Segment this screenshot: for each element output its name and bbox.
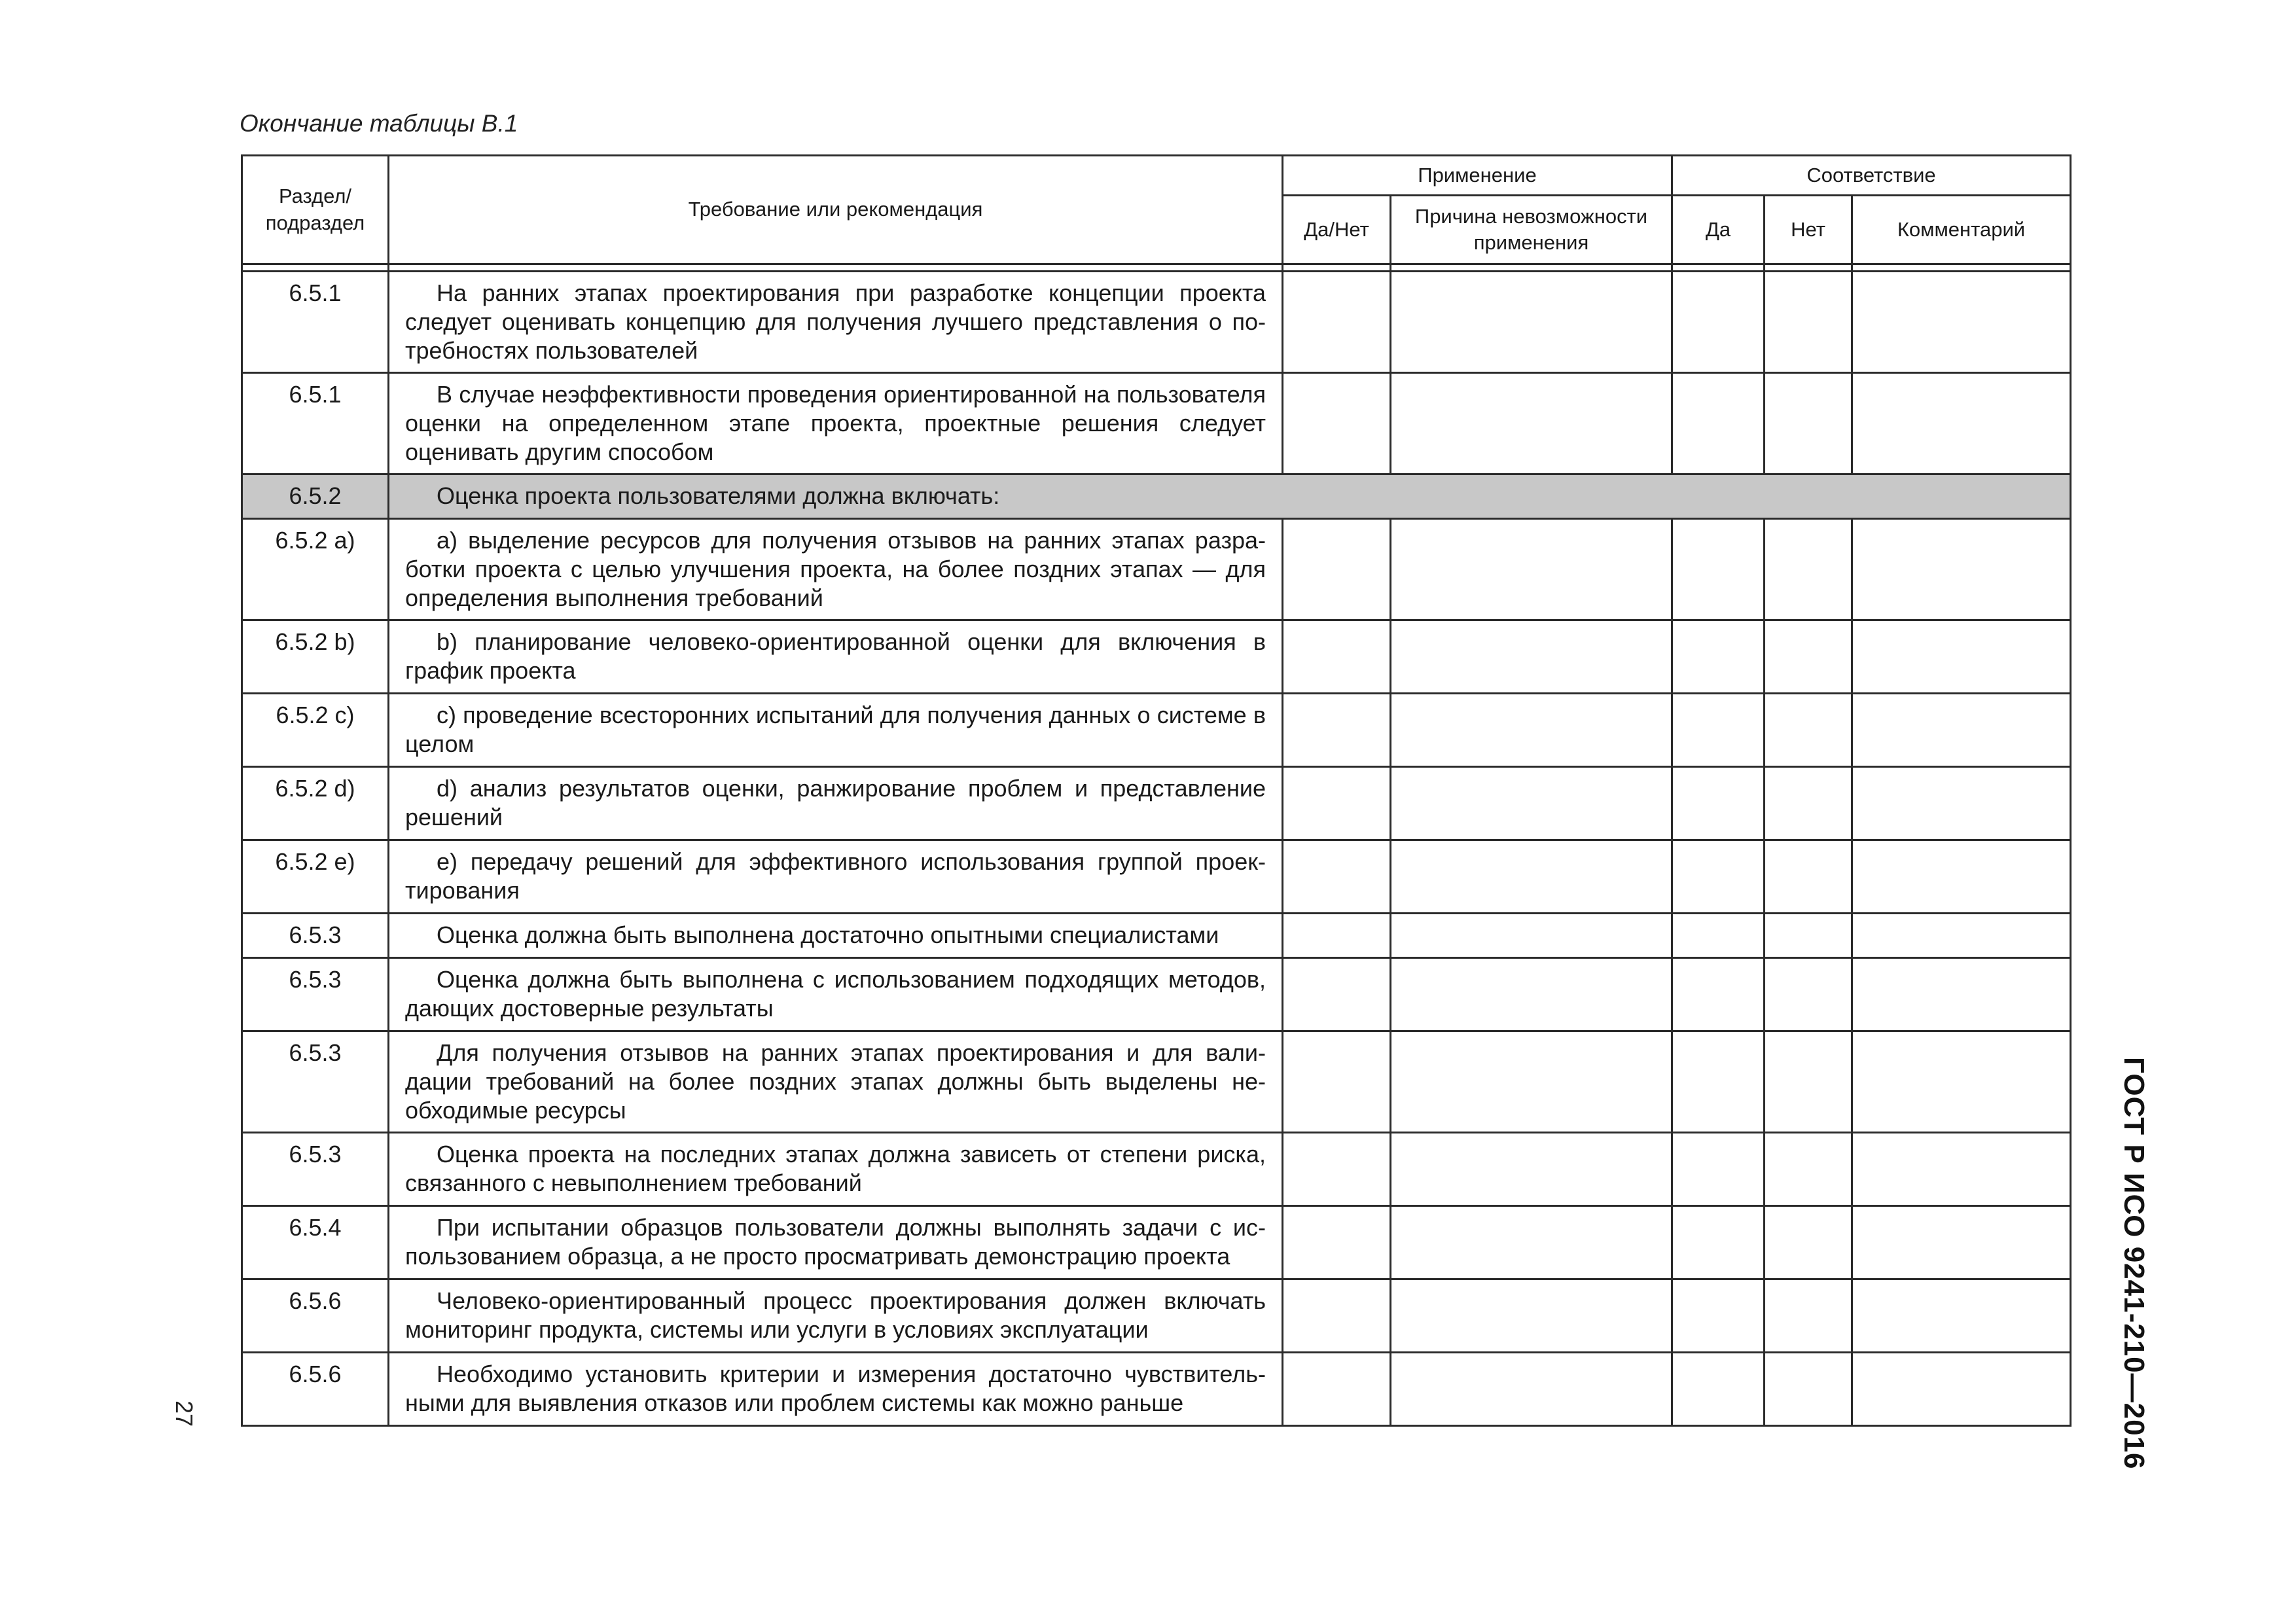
header-conformity: Соответствие bbox=[1672, 156, 2071, 196]
conformity-yes-cell bbox=[1672, 373, 1765, 474]
conformity-no-cell bbox=[1765, 1133, 1852, 1206]
conformity-no-cell bbox=[1765, 373, 1852, 474]
table-row bbox=[242, 620, 2071, 694]
conformity-no-cell bbox=[1765, 1206, 1852, 1279]
conformity-no-cell bbox=[1765, 767, 1852, 840]
table-row bbox=[242, 840, 2071, 914]
comment-cell bbox=[1852, 1353, 2071, 1426]
yes-no-cell bbox=[1283, 272, 1391, 373]
requirements-table bbox=[241, 154, 2072, 1427]
table-row bbox=[242, 958, 2071, 1031]
yes-no-cell bbox=[1283, 694, 1391, 767]
requirement-text: a) выделение ресурсов для получения отзывов на ранних этапах разработки проекта с целью улучшения проекта, на более поздних этапах — для определения выполнения требований bbox=[389, 519, 1283, 620]
requirement-text: b) планирование человеко-ориентированной оценки для включения в график проекта bbox=[389, 620, 1283, 694]
comment-cell bbox=[1852, 958, 2071, 1031]
conformity-yes-cell bbox=[1672, 694, 1765, 767]
conformity-yes-cell bbox=[1672, 272, 1765, 373]
section-number: 6.5.1 bbox=[242, 272, 389, 373]
table-group-row bbox=[242, 474, 2071, 519]
header-application: Применение bbox=[1283, 156, 1672, 196]
section-number: 6.5.2 e) bbox=[242, 840, 389, 914]
yes-no-cell bbox=[1283, 519, 1391, 620]
requirement-text: Для получения отзывов на ранних этапах проектирования и для валидации требований на более поздних этапах должны быть выделены необходимые ресурсы bbox=[389, 1031, 1283, 1133]
section-number: 6.5.2 c) bbox=[242, 694, 389, 767]
conformity-no-cell bbox=[1765, 519, 1852, 620]
requirement-text: d) анализ результатов оценки, ранжирование проблем и представление решений bbox=[389, 767, 1283, 840]
yes-no-cell bbox=[1283, 840, 1391, 914]
table-row bbox=[242, 694, 2071, 767]
section-number: 6.5.2 b) bbox=[242, 620, 389, 694]
reason-cell bbox=[1391, 620, 1672, 694]
table-row bbox=[242, 1206, 2071, 1279]
table-body bbox=[242, 272, 2071, 1426]
yes-no-cell bbox=[1283, 1279, 1391, 1353]
comment-cell bbox=[1852, 620, 2071, 694]
reason-cell bbox=[1391, 373, 1672, 474]
yes-no-cell bbox=[1283, 1206, 1391, 1279]
table-row bbox=[242, 519, 2071, 620]
conformity-no-cell bbox=[1765, 1279, 1852, 1353]
reason-cell bbox=[1391, 694, 1672, 767]
comment-cell bbox=[1852, 1206, 2071, 1279]
comment-cell bbox=[1852, 1133, 2071, 1206]
comment-cell bbox=[1852, 767, 2071, 840]
header-reason: Причина невозможности применения bbox=[1391, 196, 1672, 264]
conformity-yes-cell bbox=[1672, 1279, 1765, 1353]
comment-cell bbox=[1852, 694, 2071, 767]
section-number: 6.5.6 bbox=[242, 1279, 389, 1353]
section-number: 6.5.2 a) bbox=[242, 519, 389, 620]
requirement-text: Оценка должна быть выполнена с использованием подходящих методов, дающих достоверные результаты bbox=[389, 958, 1283, 1031]
section-number: 6.5.3 bbox=[242, 914, 389, 958]
reason-cell bbox=[1391, 840, 1672, 914]
table-row bbox=[242, 272, 2071, 373]
reason-cell bbox=[1391, 519, 1672, 620]
header-no: Нет bbox=[1765, 196, 1852, 264]
conformity-yes-cell bbox=[1672, 840, 1765, 914]
conformity-yes-cell bbox=[1672, 1031, 1765, 1133]
section-number: 6.5.3 bbox=[242, 1133, 389, 1206]
conformity-no-cell bbox=[1765, 840, 1852, 914]
header-section: Раздел/ подраздел bbox=[242, 156, 389, 264]
reason-cell bbox=[1391, 914, 1672, 958]
section-number: 6.5.2 d) bbox=[242, 767, 389, 840]
yes-no-cell bbox=[1283, 1353, 1391, 1426]
requirement-text: Оценка проекта пользователями должна включать: bbox=[389, 474, 2071, 519]
comment-cell bbox=[1852, 519, 2071, 620]
section-number: 6.5.6 bbox=[242, 1353, 389, 1426]
section-number: 6.5.4 bbox=[242, 1206, 389, 1279]
conformity-no-cell bbox=[1765, 620, 1852, 694]
conformity-yes-cell bbox=[1672, 914, 1765, 958]
yes-no-cell bbox=[1283, 914, 1391, 958]
requirement-text: В случае неэффективности проведения ориентированной на пользователя оценки на определенном этапе проекта, проектные решения следует оценивать другим способом bbox=[389, 373, 1283, 474]
conformity-no-cell bbox=[1765, 914, 1852, 958]
section-number: 6.5.3 bbox=[242, 1031, 389, 1133]
yes-no-cell bbox=[1283, 620, 1391, 694]
conformity-yes-cell bbox=[1672, 620, 1765, 694]
requirement-text: На ранних этапах проектирования при разработке концепции проекта следует оценивать концепцию для получения лучшего представления о потребностях пользователей bbox=[389, 272, 1283, 373]
table-row bbox=[242, 767, 2071, 840]
requirement-text: Необходимо установить критерии и измерения достаточно чувствительными для выявления отказов или проблем системы как можно раньше bbox=[389, 1353, 1283, 1426]
section-number: 6.5.1 bbox=[242, 373, 389, 474]
yes-no-cell bbox=[1283, 1133, 1391, 1206]
requirement-text: Человеко-ориентированный процесс проектирования должен включать мониторинг продукта, системы или услуги в условиях эксплуатации bbox=[389, 1279, 1283, 1353]
table-row bbox=[242, 1133, 2071, 1206]
comment-cell bbox=[1852, 914, 2071, 958]
conformity-no-cell bbox=[1765, 1031, 1852, 1133]
requirement-text: c) проведение всесторонних испытаний для получения данных о системе в целом bbox=[389, 694, 1283, 767]
conformity-no-cell bbox=[1765, 272, 1852, 373]
header-yes: Да bbox=[1672, 196, 1765, 264]
reason-cell bbox=[1391, 272, 1672, 373]
standard-designation: ГОСТ Р ИСО 9241-210—2016 bbox=[2118, 1057, 2150, 1470]
comment-cell bbox=[1852, 373, 2071, 474]
table-row bbox=[242, 1279, 2071, 1353]
page-number: 27 bbox=[171, 1400, 198, 1427]
reason-cell bbox=[1391, 1353, 1672, 1426]
reason-cell bbox=[1391, 1206, 1672, 1279]
header-yes-no: Да/Нет bbox=[1283, 196, 1391, 264]
requirement-text: При испытании образцов пользователи должны выполнять задачи с использованием образца, а не просто просматривать демонстрацию проекта bbox=[389, 1206, 1283, 1279]
comment-cell bbox=[1852, 272, 2071, 373]
conformity-no-cell bbox=[1765, 1353, 1852, 1426]
reason-cell bbox=[1391, 1279, 1672, 1353]
table-caption: Окончание таблицы В.1 bbox=[240, 110, 518, 137]
requirement-text: Оценка должна быть выполнена достаточно опытными специалистами bbox=[389, 914, 1283, 958]
yes-no-cell bbox=[1283, 767, 1391, 840]
conformity-yes-cell bbox=[1672, 767, 1765, 840]
header-separator bbox=[242, 264, 2071, 272]
table-row bbox=[242, 1353, 2071, 1426]
header-requirement: Требование или рекомендация bbox=[389, 156, 1283, 264]
table-row bbox=[242, 1031, 2071, 1133]
reason-cell bbox=[1391, 958, 1672, 1031]
yes-no-cell bbox=[1283, 1031, 1391, 1133]
conformity-no-cell bbox=[1765, 694, 1852, 767]
section-number: 6.5.3 bbox=[242, 958, 389, 1031]
table-row bbox=[242, 914, 2071, 958]
conformity-yes-cell bbox=[1672, 519, 1765, 620]
yes-no-cell bbox=[1283, 958, 1391, 1031]
requirement-text: Оценка проекта на последних этапах должна зависеть от степени риска, связанного с невыполнением требований bbox=[389, 1133, 1283, 1206]
conformity-yes-cell bbox=[1672, 1133, 1765, 1206]
header-comment: Комментарий bbox=[1852, 196, 2071, 264]
requirement-text: e) передачу решений для эффективного использования группой проектирования bbox=[389, 840, 1283, 914]
conformity-no-cell bbox=[1765, 958, 1852, 1031]
conformity-yes-cell bbox=[1672, 1206, 1765, 1279]
yes-no-cell bbox=[1283, 373, 1391, 474]
comment-cell bbox=[1852, 1031, 2071, 1133]
comment-cell bbox=[1852, 840, 2071, 914]
conformity-yes-cell bbox=[1672, 1353, 1765, 1426]
reason-cell bbox=[1391, 767, 1672, 840]
comment-cell bbox=[1852, 1279, 2071, 1353]
reason-cell bbox=[1391, 1031, 1672, 1133]
section-number: 6.5.2 bbox=[242, 474, 389, 519]
conformity-yes-cell bbox=[1672, 958, 1765, 1031]
reason-cell bbox=[1391, 1133, 1672, 1206]
table-row bbox=[242, 373, 2071, 474]
